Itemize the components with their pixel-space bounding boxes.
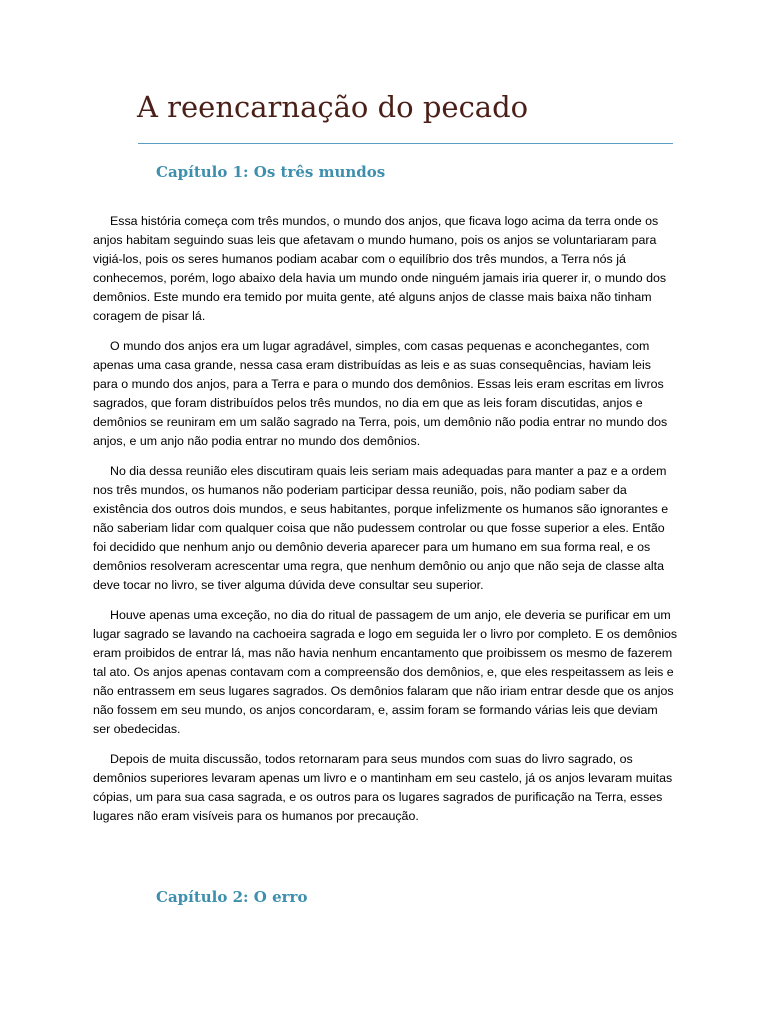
chapter-2-heading: Capítulo 2: O erro (156, 888, 308, 906)
chapter-1-heading: Capítulo 1: Os três mundos (156, 163, 386, 181)
paragraph-5: Depois de muita discussão, todos retornaram para seus mundos com suas do livro sagrado, os demônios superiores levaram apenas um livro e o mantinham em seu castelo, já os anjos levaram muitas cópias, um para sua casa sagrada, e os outros para os lugares sagrados de purificação na Terra, esses lugares não eram visíveis para os humanos por precaução. (93, 752, 673, 823)
chapter-1-body (93, 212, 678, 837)
paragraph-3: No dia dessa reunião eles discutiram quais leis seriam mais adequadas para manter a paz e a ordem nos três mundos, os humanos não poderiam participar dessa reunião, pois, não podiam saber da existência dos outros dois mundos, e seus habitantes, porque infelizmente os humanos são ignorantes e não saberiam lidar com qualquer coisa que não pudessem controlar ou que fosse superior a eles. Então foi decidido que nenhum anjo ou demônio deveria aparecer para um humano em sua forma real, e os demônios resolveram acrescentar uma regra, que nenhum demônio ou anjo que não seja de classe alta deve tocar no livro, se tiver alguma dúvida deve consultar seu superior. (93, 464, 669, 592)
paragraph-2: O mundo dos anjos era um lugar agradável, simples, com casas pequenas e aconchegantes, com apenas uma casa grande, nessa casa eram distribuídas as leis e as suas consequências, haviam leis para o mundo dos anjos, para a Terra e para o mundo dos demônios. Essas leis eram escritas em livros sagrados, que foram distribuídos pelos três mundos, no dia em que as leis foram discutidas, anjos e demônios se reuniram em um salão sagrado na Terra, pois, um demônio não podia entrar no mundo dos anjos, e um anjo não podia entrar no mundo dos demônios. (93, 339, 668, 448)
paragraph-4: Houve apenas uma exceção, no dia do ritual de passagem de um anjo, ele deveria se purificar em um lugar sagrado se lavando na cachoeira sagrada e logo em seguida ler o livro por completo. E os demônios eram proibidos de entrar lá, mas não havia nenhum encantamento que proibissem os mesmo de fazerem tal ato. Os anjos apenas contavam com a compreensão dos demônios, e, que eles respeitassem as leis e não entrassem em seus lugares sagrados. Os demônios falaram que não iriam entrar desde que os anjos não fossem em seu mundo, os anjos concordaram, e, assim foram se formando várias leis que deviam ser obedecidas. (93, 608, 678, 736)
title-underline (138, 143, 673, 144)
document-title: A reencarnação do pecado (137, 90, 529, 124)
paragraph-1: Essa história começa com três mundos, o mundo dos anjos, que ficava logo acima da terra onde os anjos habitam seguindo suas leis que afetavam o mundo humano, pois os anjos se voluntariaram para vigiá-los, pois os seres humanos podiam acabar com o equilíbrio dos três mundos, a Terra nós já conhecemos, porém, logo abaixo dela havia um mundo onde ninguém jamais iria querer ir, o mundo dos demônios. Este mundo era temido por muita gente, até alguns anjos de classe mais baixa não tinham coragem de pisar lá. (93, 214, 667, 323)
